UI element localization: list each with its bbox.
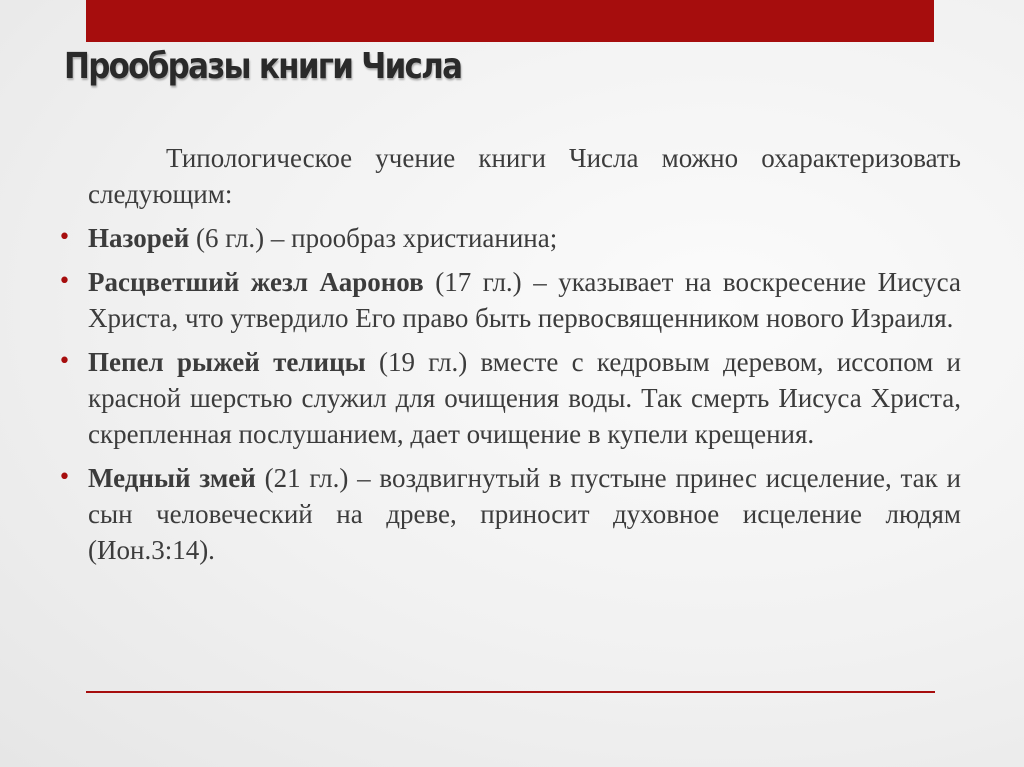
list-item-bronze-serpent [58, 460, 961, 568]
bullet-icon: • [58, 349, 71, 374]
list-item-nazirite [58, 220, 961, 256]
bullet-icon: • [58, 465, 71, 490]
item-text: (6 гл.) – прообраз христианина; [189, 223, 558, 253]
item-term: Медный змей [88, 463, 256, 493]
list-item-red-heifer [58, 344, 961, 452]
slide-body [58, 140, 961, 576]
item-text: (19 гл.) вместе с кедровым деревом, иссопом и красной шерстью служил для очищения воды. Так смерть Иисуса Христа, скрепленная послушанием, дает очищение в купели крещения. [88, 347, 962, 449]
item-term: Пепел рыжей телицы [88, 347, 366, 377]
item-text: (17 гл.) – указывает на воскресение Иисуса Христа, что утвердило Его право быть первосвященником нового Израиля. [88, 267, 961, 333]
bullet-icon: • [58, 225, 71, 250]
intro-paragraph: Типологическое учение книги Числа можно охарактеризовать следующим: [88, 143, 961, 209]
bottom-accent-rule [86, 691, 935, 693]
item-term: Назорей [88, 223, 190, 253]
item-term: Расцветший жезл Ааронов [88, 267, 424, 297]
list-item-aarons-rod [58, 264, 961, 336]
bullet-icon: • [58, 269, 71, 294]
slide-title: Прообразы книги Числа [64, 46, 462, 87]
bullet-list [58, 220, 961, 568]
item-text: (21 гл.) – воздвигнутый в пустыне принес исцеление, так и сын человеческий на древе, приносит духовное исцеление людям (Ион.3:14). [88, 463, 961, 565]
header-accent-bar [86, 0, 934, 42]
